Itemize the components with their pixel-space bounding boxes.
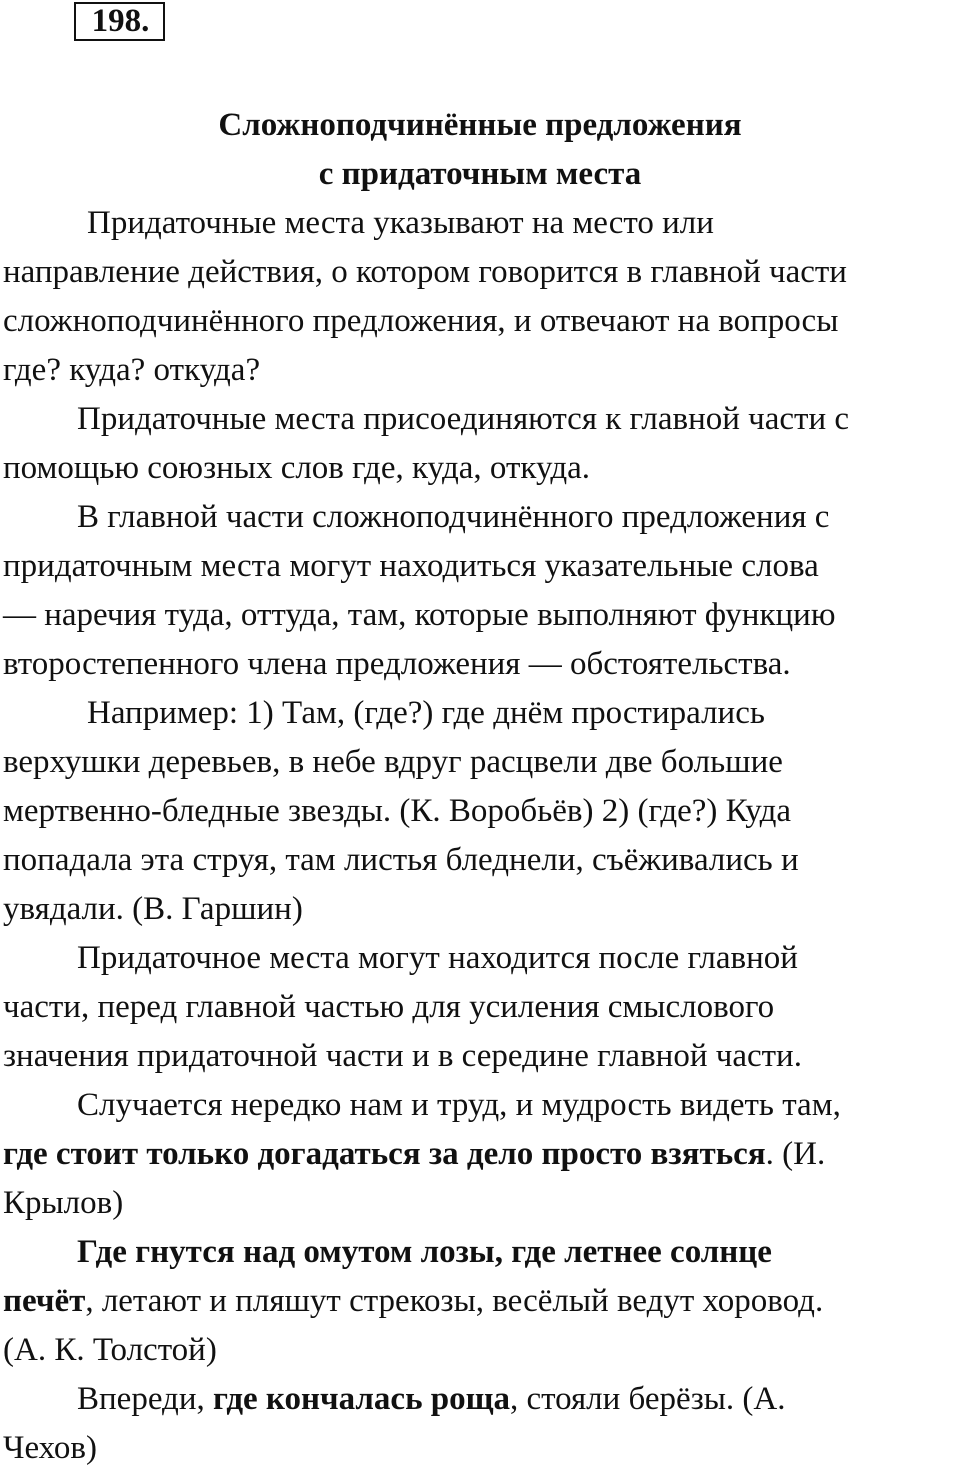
paragraph-4-line-3: мертвенно-бледные звезды. (К. Воробьёв) 2) (где?) Куда	[3, 793, 792, 829]
example-2-line-2	[3, 1281, 823, 1321]
paragraph-4-line-1: Например: 1) Там, (где?) где днём простирались	[87, 695, 765, 731]
paragraph-1-line-1: Придаточные места указывают на место или	[87, 205, 714, 241]
example-3-line-2: Чехов)	[3, 1430, 97, 1466]
example-3-line-1-start: Впереди,	[77, 1381, 213, 1417]
paragraph-5-line-3: значения придаточной части и в середине главной части.	[3, 1038, 802, 1074]
paragraph-4-line-4: попадала эта струя, там листья бледнели, съёживались и	[3, 842, 799, 878]
example-2-line-3: (А. К. Толстой)	[3, 1332, 217, 1368]
task-number-box	[74, 2, 165, 41]
example-2-line-2-rest: , летают и пляшут стрекозы, весёлый ведут хоровод.	[85, 1283, 824, 1319]
example-1-line-2-rest: . (И.	[765, 1136, 826, 1172]
paragraph-2-line-2: помощью союзных слов где, куда, откуда.	[3, 450, 591, 486]
paragraph-3-line-4: второстепенного члена предложения — обстоятельства.	[3, 646, 791, 682]
paragraph-3-line-1: В главной части сложноподчинённого предложения с	[77, 499, 830, 535]
example-2-line-1: Где гнутся над омутом лозы, где летнее солнце	[77, 1234, 772, 1270]
paragraph-5-line-2: части, перед главной частью для усиления смыслового	[3, 989, 775, 1025]
paragraph-3-line-2: придаточным места могут находиться указательные слова	[3, 548, 819, 584]
section-title-line-2: с придаточным места	[318, 156, 642, 192]
example-1-line-3: Крылов)	[3, 1185, 124, 1221]
example-1-line-1: Случается нередко нам и труд, и мудрость видеть там,	[77, 1087, 841, 1123]
example-2-bold-word: печёт	[3, 1283, 86, 1319]
paragraph-4-line-2: верхушки деревьев, в небе вдруг расцвели две большие	[3, 744, 783, 780]
paragraph-3-line-3: — наречия туда, оттуда, там, которые выполняют функцию	[3, 597, 836, 633]
example-1-line-2	[3, 1134, 825, 1174]
paragraph-4-line-5: увядали. (В. Гаршин)	[3, 891, 303, 927]
example-3-bold-clause: где кончалась роща	[212, 1381, 510, 1417]
example-3-line-1	[77, 1379, 785, 1419]
example-1-bold-clause: где стоит только догадаться за дело просто взяться	[3, 1136, 766, 1172]
paragraph-5-line-1: Придаточное места могут находится после главной	[77, 940, 798, 976]
example-3-line-1-rest: , стояли берёзы. (А.	[509, 1381, 786, 1417]
task-number: 198.	[91, 3, 150, 39]
paragraph-1-line-3: сложноподчинённого предложения, и отвечают на вопросы	[3, 303, 839, 339]
paragraph-2-line-1: Придаточные места присоединяются к главной части с	[77, 401, 850, 437]
section-title-line-1: Сложноподчинённые предложения	[218, 107, 742, 143]
paragraph-1-line-2: направление действия, о котором говорится в главной части	[3, 254, 847, 290]
paragraph-1-line-4: где? куда? откуда?	[3, 352, 261, 388]
